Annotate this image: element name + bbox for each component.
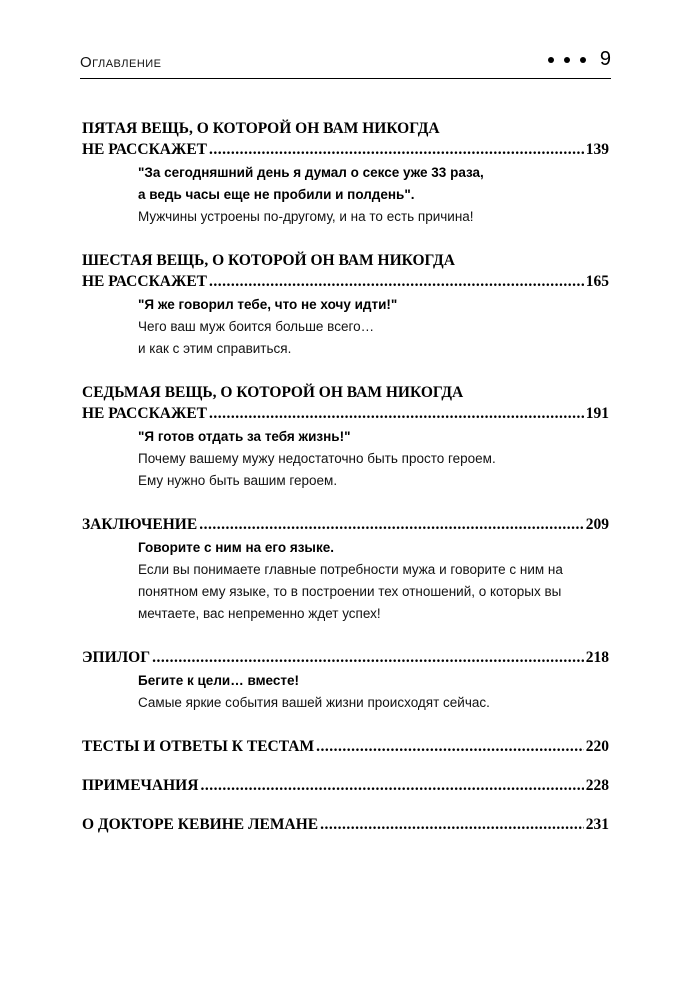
entry-title-line (82, 647, 609, 668)
entry-description (138, 670, 609, 714)
dot-leader (209, 271, 584, 292)
entry-title-line (82, 736, 609, 757)
entry-title-end: ЗАКЛЮЧЕНИЕ (82, 516, 198, 533)
header-right (548, 48, 611, 71)
entry-description (138, 162, 609, 228)
entry-title-line (82, 139, 609, 160)
header-title: Оглавление (80, 54, 162, 71)
dot-icon (580, 57, 586, 63)
entry-summary: Если вы понимаете главные потребности мужа и говорите с ним на (138, 562, 563, 577)
dot-leader (200, 775, 583, 796)
entry-summary: Ему нужно быть вашим героем. (138, 473, 338, 488)
toc-entry-conclusion[interactable] (82, 514, 609, 625)
entry-summary: Чего ваш муж боится больше всего… (138, 319, 375, 334)
entry-title: ПЯТАЯ ВЕЩЬ, О КОТОРОЙ ОН ВАМ НИКОГДА (82, 120, 440, 137)
dot-leader (152, 647, 584, 668)
entry-title-end: ЭПИЛОГ (82, 649, 151, 666)
entry-title: ШЕСТАЯ ВЕЩЬ, О КОТОРОЙ ОН ВАМ НИКОГДА (82, 252, 455, 269)
entry-description (138, 294, 609, 360)
entry-title: СЕДЬМАЯ ВЕЩЬ, О КОТОРОЙ ОН ВАМ НИКОГДА (82, 384, 464, 401)
entry-subtitle: "Я же говорил тебе, что не хочу идти!" (138, 297, 398, 312)
entry-summary: Самые яркие события вашей жизни происходят сейчас. (138, 695, 490, 710)
toc-entry-epilogue[interactable] (82, 647, 609, 714)
dot-leader (209, 403, 584, 424)
entry-summary: понятном ему языке, то в построении тех отношений, о которых вы (138, 584, 562, 599)
entry-page: 220 (585, 738, 609, 755)
entry-description (138, 537, 609, 625)
entry-title-line (82, 271, 609, 292)
entry-page: 139 (585, 141, 609, 158)
entry-page: 191 (585, 405, 609, 422)
entry-title-line (82, 403, 609, 424)
entry-page: 231 (585, 816, 609, 833)
toc-entry-notes[interactable] (82, 775, 609, 796)
toc-entry-sixth-thing[interactable] (82, 250, 609, 360)
entry-title-line (82, 514, 609, 535)
entry-description (138, 426, 609, 492)
dot-leader (320, 814, 584, 835)
entry-title-end: О ДОКТОРЕ КЕВИНЕ ЛЕМАНЕ (82, 816, 319, 833)
entry-summary: Мужчины устроены по-другому, и на то есть причина! (138, 209, 474, 224)
entry-title-end: НЕ РАССКАЖЕТ (82, 405, 207, 422)
entry-title-end: НЕ РАССКАЖЕТ (82, 141, 207, 158)
toc-entry-about-author[interactable] (82, 814, 609, 835)
ornament-dots (548, 57, 586, 63)
entry-subtitle: Бегите к цели… вместе! (138, 673, 300, 688)
entry-page: 228 (585, 777, 609, 794)
entry-title-end: ТЕСТЫ И ОТВЕТЫ К ТЕСТАМ (82, 738, 315, 755)
entry-page: 218 (585, 649, 609, 666)
toc-entry-tests[interactable] (82, 736, 609, 757)
entry-page: 209 (585, 516, 609, 533)
dot-icon (548, 57, 554, 63)
dot-leader (316, 736, 584, 757)
entry-title-line (82, 775, 609, 796)
entry-subtitle: "За сегодняшний день я думал о сексе уже 33 раза, (138, 165, 484, 180)
dot-leader (199, 514, 584, 535)
table-of-contents (82, 118, 609, 853)
entry-subtitle: а ведь часы еще не пробили и полдень". (138, 187, 415, 202)
entry-title-end: ПРИМЕЧАНИЯ (82, 777, 199, 794)
entry-title-end: НЕ РАССКАЖЕТ (82, 273, 207, 290)
page-number: 9 (599, 48, 611, 70)
toc-entry-fifth-thing[interactable] (82, 118, 609, 228)
dot-leader (209, 139, 584, 160)
toc-entry-seventh-thing[interactable] (82, 382, 609, 492)
entry-summary: Почему вашему мужу недостаточно быть просто героем. (138, 451, 496, 466)
entry-subtitle: Говорите с ним на его языке. (138, 540, 334, 555)
entry-title-line (82, 814, 609, 835)
entry-summary: и как с этим справиться. (138, 341, 292, 356)
dot-icon (564, 57, 570, 63)
entry-subtitle: "Я готов отдать за тебя жизнь!" (138, 429, 351, 444)
running-header (80, 48, 611, 78)
entry-page: 165 (585, 273, 609, 290)
header-rule (80, 78, 611, 79)
entry-summary: мечтаете, вас непременно ждет успех! (138, 606, 381, 621)
